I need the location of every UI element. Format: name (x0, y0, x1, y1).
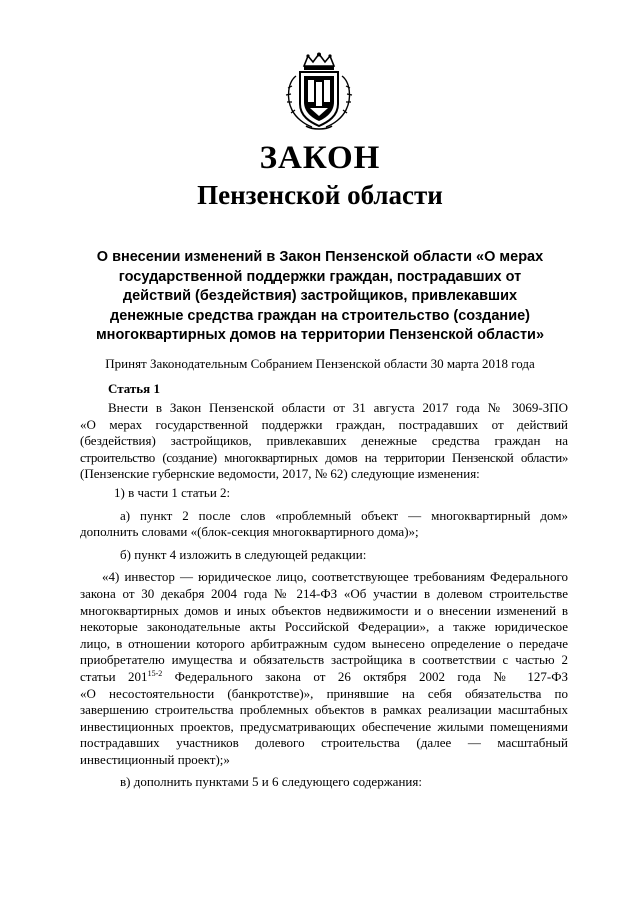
quote-line: некоторые законодательные акты Российской Федерации», а также юридическое (80, 619, 568, 635)
body-line: «О мерах государственной поддержки граждан, пострадавших от действий (80, 416, 568, 432)
list-item-c: в) дополнить пунктами 5 и 6 следующего содержания: (120, 774, 422, 790)
quote-line: завершению строительства проблемных объектов в рамках реализации масштабных (80, 702, 568, 718)
quote-line: лицо, в отношении которого арбитражным судом вынесено определение о передаче (80, 635, 568, 651)
law-title-line: денежные средства граждан на строительство (создание) (110, 307, 530, 324)
quote-line: многоквартирных домов и иных объектов недвижимости и о внесении изменений в (80, 602, 568, 618)
law-title (80, 248, 560, 346)
quote-text: статьи 201 (80, 668, 148, 684)
list-item-a-cont: дополнить словами «(блок-секция многоквартирного дома)»; (80, 524, 419, 540)
list-item-1: 1) в части 1 статьи 2: (114, 484, 231, 500)
quote-line: приобретателю имущества и обязательств застройщика в соответствии с частью 2 (80, 652, 568, 668)
quote-line: «4) инвестор — юридическое лицо, соответствующее требованиям Федерального (102, 569, 568, 585)
body-line: Внести в Закон Пензенской области от 31 августа 2017 года № 3069-ЗПО (108, 400, 568, 415)
quote-text: Федерального закона от 26 октября 2002 года № 127-ФЗ (162, 668, 568, 684)
article-body (80, 400, 568, 791)
law-title-line: О внесении изменений в Закон Пензенской области «О мерах (96, 249, 544, 265)
quote-line: закона от 30 декабря 2004 года № 214-ФЗ «Об участии в долевом строительстве (80, 585, 568, 601)
list-item-b: б) пункт 4 изложить в следующей редакции: (120, 546, 367, 562)
quote-line-superscript (80, 669, 568, 686)
quote-line: инвестиционных проектов, предусматривающих обеспечение жилыми помещениями (80, 718, 568, 734)
law-title-line: действий (бездействия) застройщиков, привлекавших (122, 288, 518, 304)
body-line: строительство (создание) многоквартирных домов на территории Пензенской области» (80, 449, 568, 465)
coat-of-arms-icon (282, 52, 356, 132)
superscript: 15-2 (147, 668, 163, 678)
quote-line: пострадавших участников долевого строительства (далее — масштабный (80, 735, 568, 751)
quote-line: инвестиционный проект);» (80, 751, 230, 767)
law-title-line: многоквартирных домов на территории Пензенской области» (95, 327, 545, 343)
list-item-a: а) пункт 2 после слов «проблемный объект — многоквартирный дом» (120, 507, 568, 523)
body-line: (Пензенские губернские ведомости, 2017, № 62) следующие изменения: (80, 466, 480, 482)
body-line: (бездействия) застройщиков, привлекавших денежные средства граждан на (80, 433, 568, 449)
document-type-heading: ЗАКОН (259, 140, 381, 176)
law-title-line: государственной поддержки граждан, пострадавших от (118, 268, 522, 285)
article-heading: Статья 1 (108, 381, 160, 396)
adoption-note: Принят Законодательным Собранием Пензенской области 30 марта 2018 года (105, 356, 535, 371)
region-heading: Пензенской области (197, 180, 443, 210)
quote-line: «О несостоятельности (банкротстве)», принявшие на себя обязательства по (80, 685, 568, 701)
